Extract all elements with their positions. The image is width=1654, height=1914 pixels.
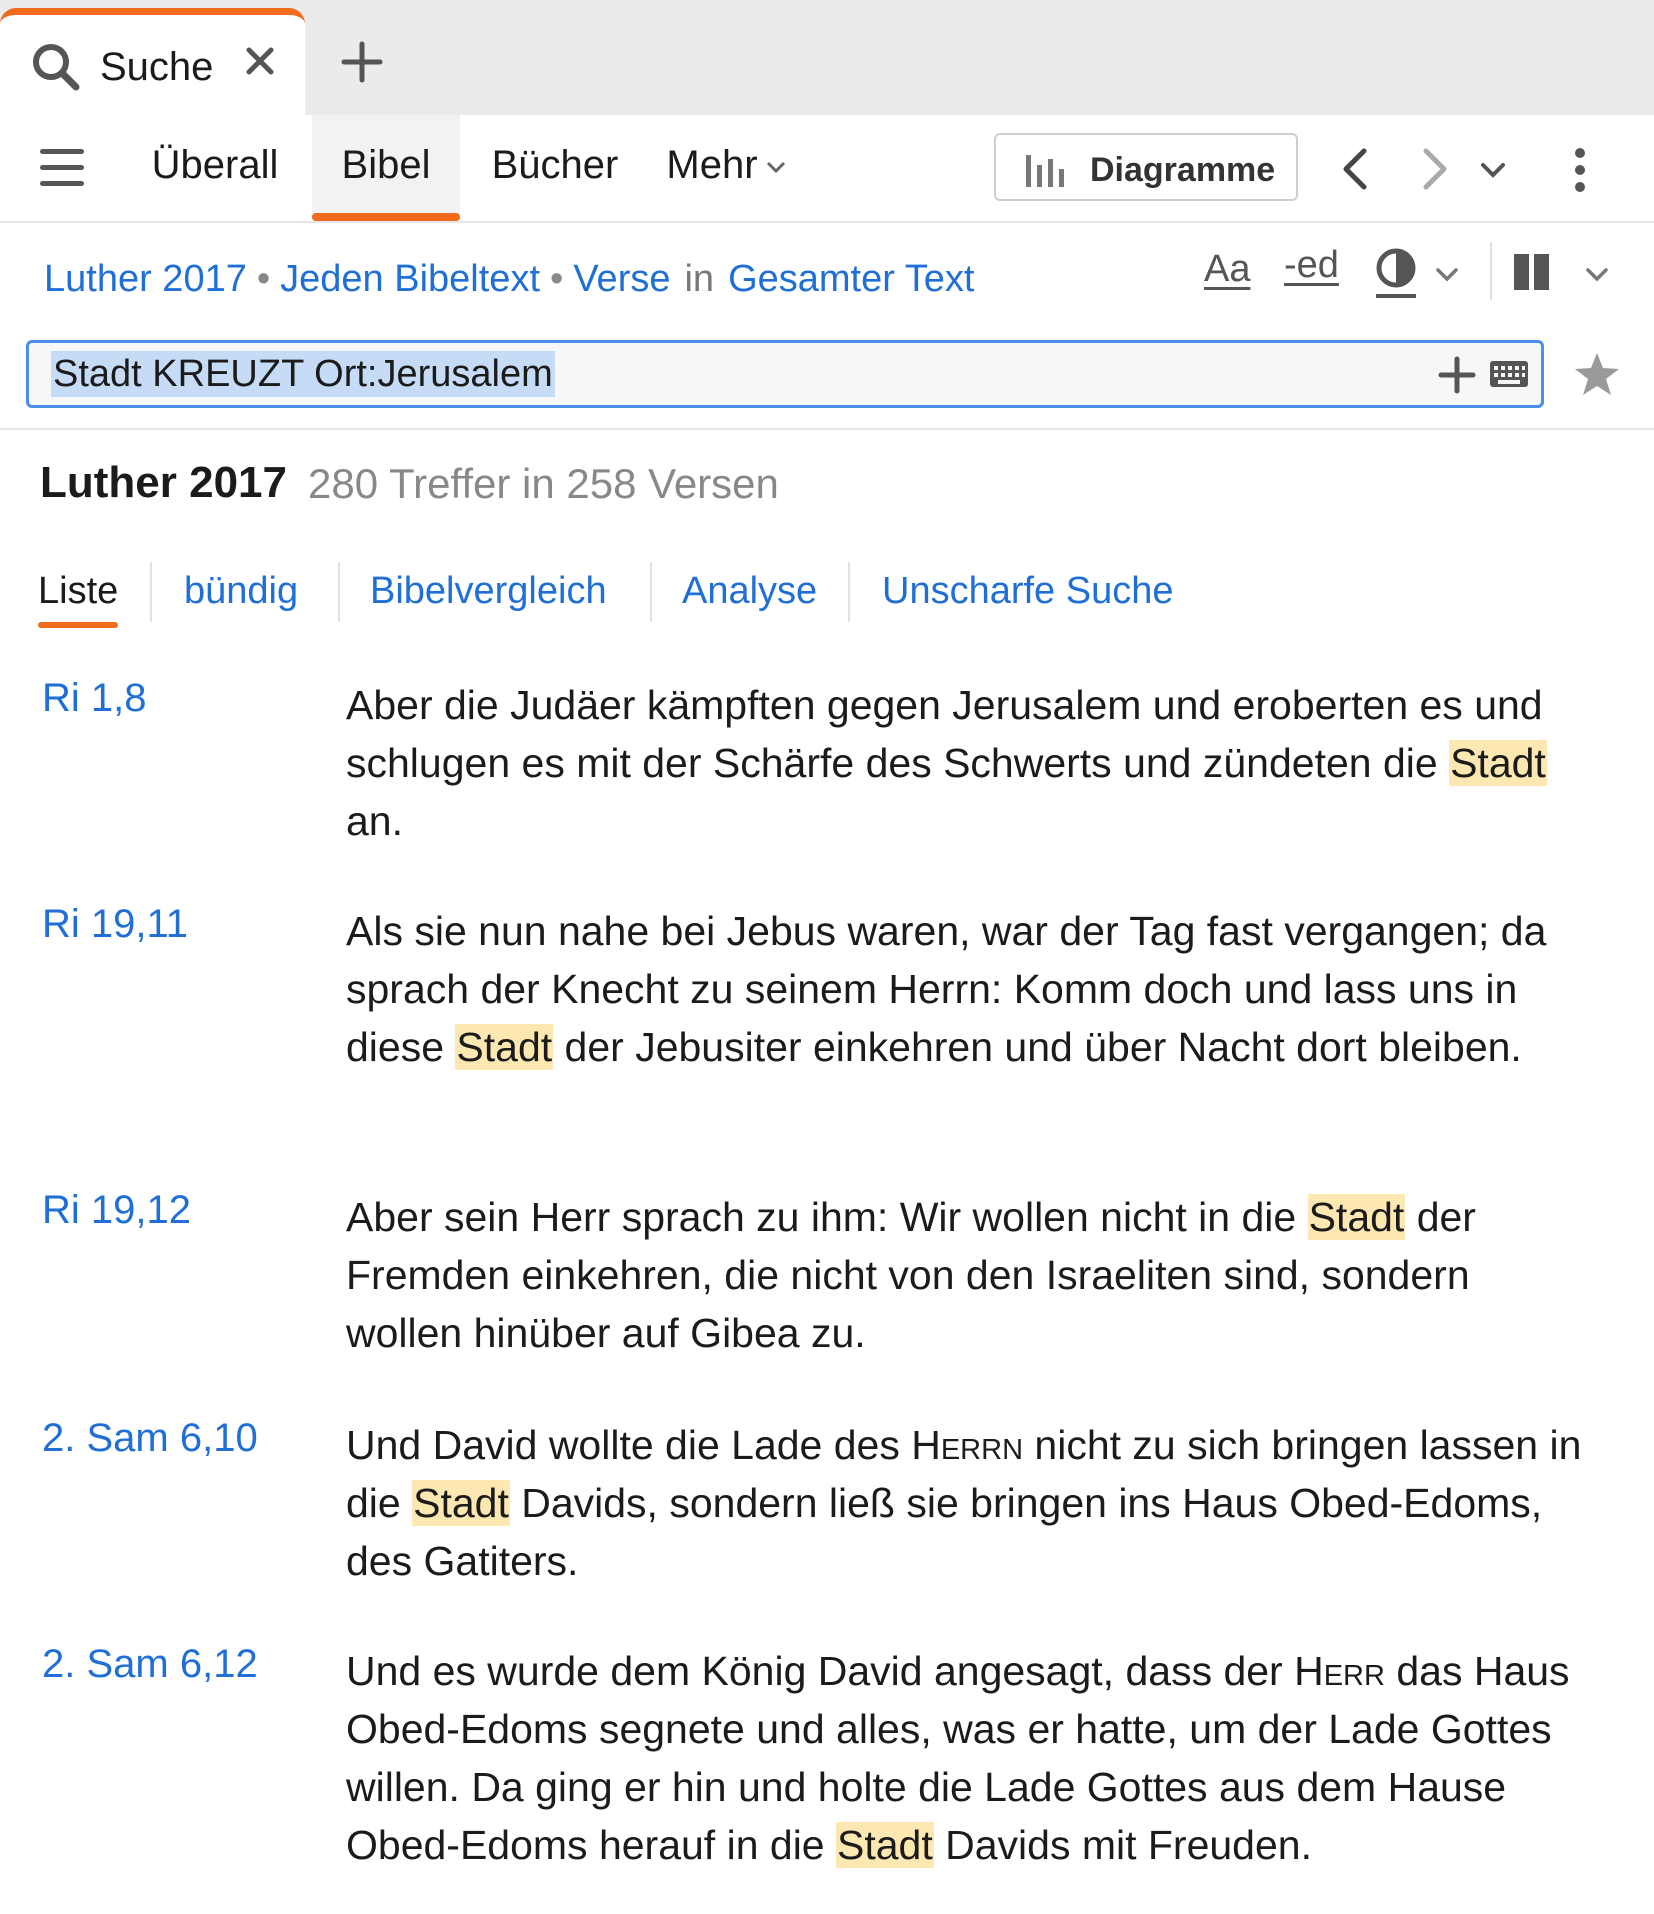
view-tab-liste[interactable]: Liste (38, 570, 119, 612)
search-scope (44, 258, 974, 301)
divine-name: Herrn (911, 1422, 1024, 1468)
font-match-toggle[interactable]: Aa (1204, 248, 1251, 290)
verse-reference-link[interactable]: 2. Sam 6,10 (42, 1416, 258, 1460)
search-hit: Stadt (413, 1480, 509, 1526)
view-tab-bibelvergleich[interactable]: Bibelvergleich (370, 570, 607, 612)
view-tab-unscharfe-suche[interactable]: Unscharfe Suche (882, 570, 1174, 612)
tab-search[interactable] (0, 8, 305, 116)
close-icon[interactable] (240, 41, 280, 81)
nav-tab-mehr[interactable] (652, 115, 802, 221)
verse-text: Und David wollte die Lade des Herrn nicht zu sich bringen lassen in die Stadt Davids, sondern ließ sie bringen ins Haus Obed-Edoms, des Gatiters. (346, 1422, 1582, 1584)
scope-in-label: in (684, 258, 715, 300)
add-tab-icon[interactable] (338, 38, 386, 86)
verse-text: Aber die Judäer kämpften gegen Jerusalem und eroberten es und schlugen es mit der Schärfe des Schwerts und zündeten die Stadt an. (346, 682, 1546, 844)
search-hit: Stadt (837, 1822, 933, 1868)
tab-divider (650, 562, 652, 622)
divine-name: Herr (1294, 1648, 1385, 1694)
chevron-right-icon[interactable] (1414, 145, 1454, 193)
verse-reference-link[interactable]: Ri 19,12 (42, 1188, 191, 1232)
divider (0, 428, 1654, 430)
bar-chart-icon (1024, 151, 1072, 187)
tab-label: Suche (100, 45, 214, 89)
diagram-button[interactable] (994, 133, 1298, 201)
star-icon[interactable] (1572, 350, 1622, 400)
scope-bible-link[interactable]: Luther 2017 (44, 258, 247, 300)
scope-range-link[interactable]: Gesamter Text (728, 258, 975, 300)
scope-text-type-link[interactable]: Jeden Bibeltext (280, 258, 540, 300)
chevron-down-icon[interactable] (1434, 262, 1460, 288)
chevron-down-icon (764, 155, 788, 179)
nav-tab-bibel[interactable] (312, 115, 460, 221)
separator-dot: • (256, 258, 271, 300)
tab-divider (848, 562, 850, 622)
tab-divider (150, 562, 152, 622)
verse-reference-link[interactable]: Ri 19,11 (42, 902, 189, 946)
search-input-value[interactable]: Stadt KREUZT Ort:Jerusalem (53, 353, 553, 395)
nav-tab-buecher[interactable] (480, 115, 630, 221)
verse-text: Als sie nun nahe bei Jebus waren, war der Tag fast vergangen; da sprach der Knecht zu seinem Herrn: Komm doch und lass uns in diese Stadt der Jebusiter einkehren und über Nacht dort bleiben. (346, 908, 1547, 1070)
search-hit: Stadt (1450, 740, 1546, 786)
view-tab-analyse[interactable]: Analyse (682, 570, 818, 612)
search-icon (30, 41, 82, 93)
view-tab-buendig[interactable]: bündig (184, 570, 299, 612)
toolbar-divider (1490, 242, 1492, 300)
diagram-button-label: Diagramme (1090, 151, 1276, 189)
menu-icon[interactable] (40, 149, 84, 189)
nav-tab-label: Bibel (341, 143, 431, 187)
tab-divider (338, 562, 340, 622)
search-input[interactable] (26, 340, 1544, 408)
search-hit: Stadt (1308, 1194, 1405, 1240)
verse-text: Aber sein Herr sprach zu ihm: Wir wollen nicht in die Stadt der Fremden einkehren, die nicht von den Israeliten sind, sondern wollen hinüber auf Gibea zu. (346, 1194, 1476, 1356)
keyboard-icon[interactable] (1489, 359, 1529, 389)
more-vertical-icon[interactable] (1570, 145, 1590, 195)
contrast-icon[interactable] (1372, 246, 1422, 300)
toolbar (0, 115, 1654, 223)
nav-tab-ueberall[interactable] (130, 115, 300, 221)
verse-reference-link[interactable]: 2. Sam 6,12 (42, 1642, 258, 1686)
nav-tab-label: Mehr (666, 143, 758, 187)
word-ending-toggle[interactable]: -ed (1284, 244, 1339, 286)
chevron-left-icon[interactable] (1336, 145, 1376, 193)
nav-tab-label: Bücher (491, 143, 619, 187)
scope-unit-link[interactable]: Verse (573, 258, 671, 300)
results-title: Luther 2017 (40, 458, 287, 507)
results-count: 280 Treffer in 258 Versen (308, 460, 779, 507)
plus-icon[interactable] (1437, 355, 1477, 395)
verse-reference-link[interactable]: Ri 1,8 (42, 676, 147, 720)
tab-strip (0, 0, 1654, 115)
separator-dot: • (550, 258, 564, 300)
nav-tab-label: Überall (151, 143, 279, 187)
chevron-down-icon[interactable] (1584, 262, 1610, 288)
panel-layout-icon[interactable] (1512, 252, 1552, 292)
chevron-down-icon[interactable] (1478, 155, 1508, 185)
verse-text: Und es wurde dem König David angesagt, dass der Herr das Haus Obed-Edoms segnete und alles, was er hatte, um der Lade Gottes willen. Da ging er hin und holte die Lade Gottes aus dem Hause Obed-Edoms herauf in die Stadt Davids mit Freuden. (346, 1648, 1570, 1868)
search-hit: Stadt (456, 1024, 553, 1070)
